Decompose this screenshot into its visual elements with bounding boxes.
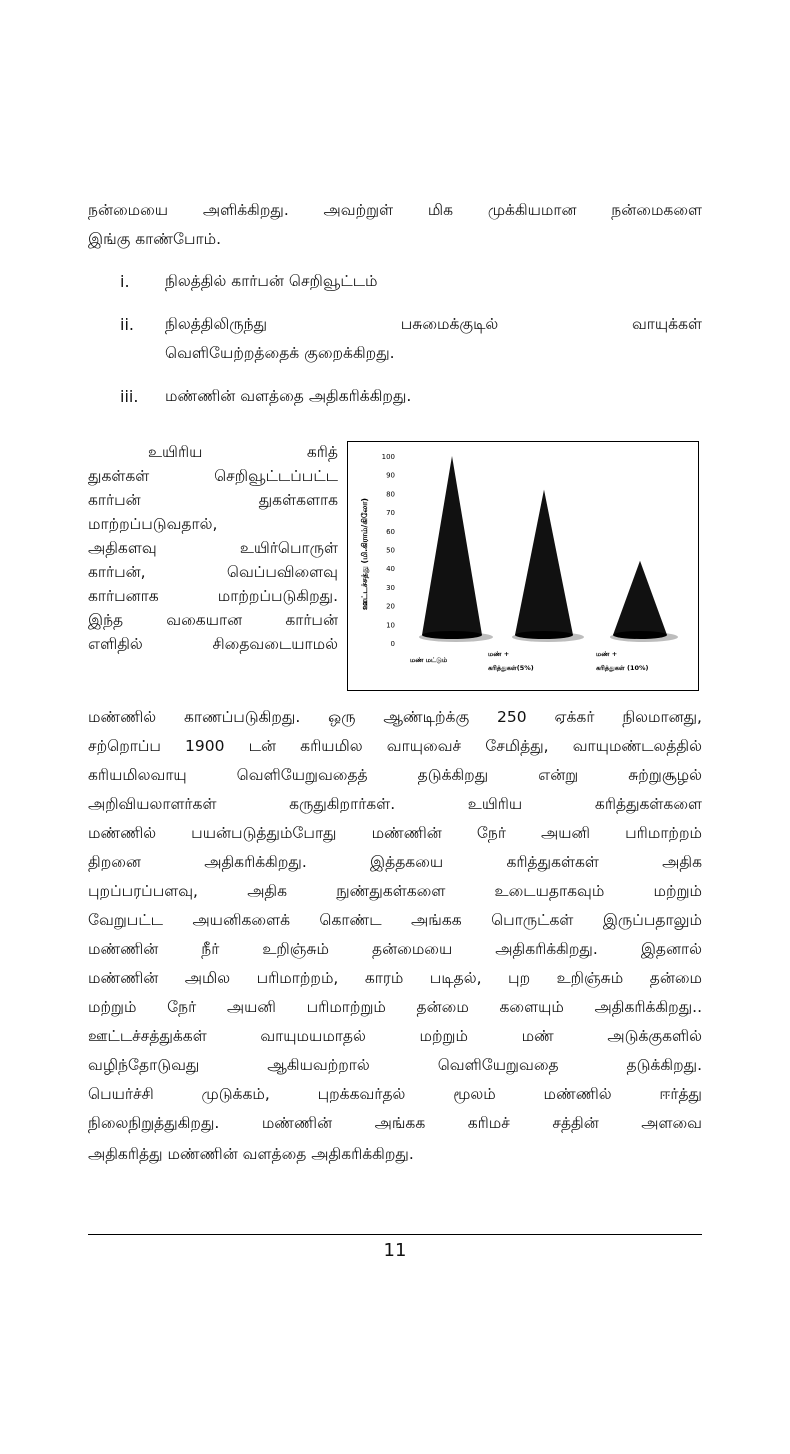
footer-divider [88,1234,702,1235]
list-item [120,382,702,411]
list-text: வெளியேற்றத்தைக் குறைக்கிறது. [165,344,395,362]
x-category-label: மண் மட்டும் [410,656,448,664]
body-line: கரியமிலவாயு வெளியேறுவதைத் தடுக்கிறது என்று சுற்றுசூழல் [88,766,702,784]
y-tick-label: 30 [386,583,395,592]
wrap-line: இந்த வகையான கார்பன் [88,611,338,629]
body-line: அறிவியலாளர்கள் கருதுகிறார்கள். உயிரிய கரித்துகள்களை [88,795,702,813]
list-number: i. [120,272,130,291]
body-line: அதிகரித்து மண்ணின் வளத்தை அதிகரிக்கிறது. [88,1145,414,1163]
intro-line: நன்மையை அளிக்கிறது. அவற்றுள் மிக முக்கியமான நன்மைகளை [88,201,702,219]
list-number: ii. [120,315,134,334]
list-text: நிலத்திலிருந்து [165,315,268,333]
body-line: நிலைநிறுத்துகிறது. மண்ணின் அங்கக கரிமச் சத்தின் அளவை [88,1114,702,1132]
y-tick-label: 80 [386,490,395,499]
intro-line: இங்கு காண்போம். [88,230,222,248]
wrap-line: மாற்றப்படுவதால், [88,515,218,533]
list-text: வாயுக்கள் [631,315,702,333]
chart-bar [419,456,493,642]
y-axis-label: ஊட்டச்சத்து (மி.கிராம்/கிலோ) [360,497,369,611]
y-tick-label: 100 [381,453,395,461]
body-line: சற்றொப்ப 1900 டன் கரியமில வாயுவைச் சேமித்து, வாயுமண்டலத்தில் [88,737,702,755]
chart-bar [512,490,584,642]
body-line: திறனை அதிகரிக்கிறது. இத்தகயை கரித்துகள்கள் அதிக [88,853,702,871]
y-tick-label: 60 [386,527,395,536]
y-tick-label: 90 [386,471,395,480]
wrap-line: கார்பனாக மாற்றப்படுகிறது. [88,587,338,605]
list-number: iii. [120,387,139,406]
y-tick-label: 70 [386,509,395,518]
y-tick-label: 50 [386,546,395,555]
page-number: 11 [383,1240,407,1261]
body-line: மண்ணின் அமில பரிமாற்றம், காரம் படிதல், புற உறிஞ்சும் தன்மை [88,969,702,987]
y-tick-label: 10 [386,621,395,630]
list-item [120,310,702,368]
body-line: மண்ணின் நீர் உறிஞ்சும் தன்மையை அதிகரிக்கிறது. இதனால் [88,940,702,958]
body-line: மண்ணில் பயன்படுத்தும்போது மண்ணின் நேர் அயனி பரிமாற்றம் [88,824,702,842]
y-tick-label: 0 [390,640,395,648]
list-text: நிலத்தில் கார்பன் செறிவூட்டம் [165,272,378,290]
body-line: வழிந்தோடுவது ஆகியவற்றால் வெளியேறுவதை தடுக்கிறது. [88,1056,702,1074]
cone-chart [347,441,699,691]
wrap-line: எளிதில் சிதைவடையாமல் [88,635,338,653]
wrap-line: துகள்கள் செறிவூட்டப்பட்ட [88,467,338,485]
body-line: வேறுபட்ட அயனிகளைக் கொண்ட அங்கக பொருட்கள் இருப்பதாலும் [88,911,702,929]
body-line: ஊட்டச்சத்துக்கள் வாயுமயமாதல் மற்றும் மண் அடுக்குகளில் [88,1027,702,1045]
x-category-label: மண் + கரித்துகள்(5%) [488,650,534,672]
list-text: பசுமைக்குடில் [400,315,499,333]
wrap-line: உயிரிய கரித் [148,443,338,461]
wrap-line: அதிகளவு உயிர்பொருள் [88,539,338,557]
body-line: மண்ணில் காணப்படுகிறது. ஒரு ஆண்டிற்க்கு 250 ஏக்கர் நிலமானது, [88,708,702,726]
y-tick-label: 20 [386,602,395,611]
body-line: மற்றும் நேர் அயனி பரிமாற்றும் தன்மை களையும் அதிகரிக்கிறது.. [88,998,702,1016]
list-text: மண்ணின் வளத்தை அதிகரிக்கிறது. [165,387,412,405]
x-category-label: மண் + கரித்துகள் (10%) [596,650,649,672]
intro-paragraph [88,196,702,254]
body-line: புறப்பரப்பளவு, அதிக நுண்துகள்களை உடையதாகவும் மற்றும் [88,882,702,900]
body-line: பெயர்ச்சி முடுக்கம், புறக்கவர்தல் மூலம் மண்ணில் ஈர்த்து [88,1085,702,1103]
wrap-line: கார்பன் துகள்களாக [88,491,338,509]
chart-bar [610,561,678,642]
wrap-paragraph [88,440,338,656]
list-item [120,267,702,296]
chart-canvas [348,442,697,689]
y-tick-label: 40 [386,565,395,574]
numbered-list [120,267,702,425]
body-paragraph [88,703,702,1169]
wrap-line: கார்பன், வெப்பவிளைவு [88,563,338,581]
